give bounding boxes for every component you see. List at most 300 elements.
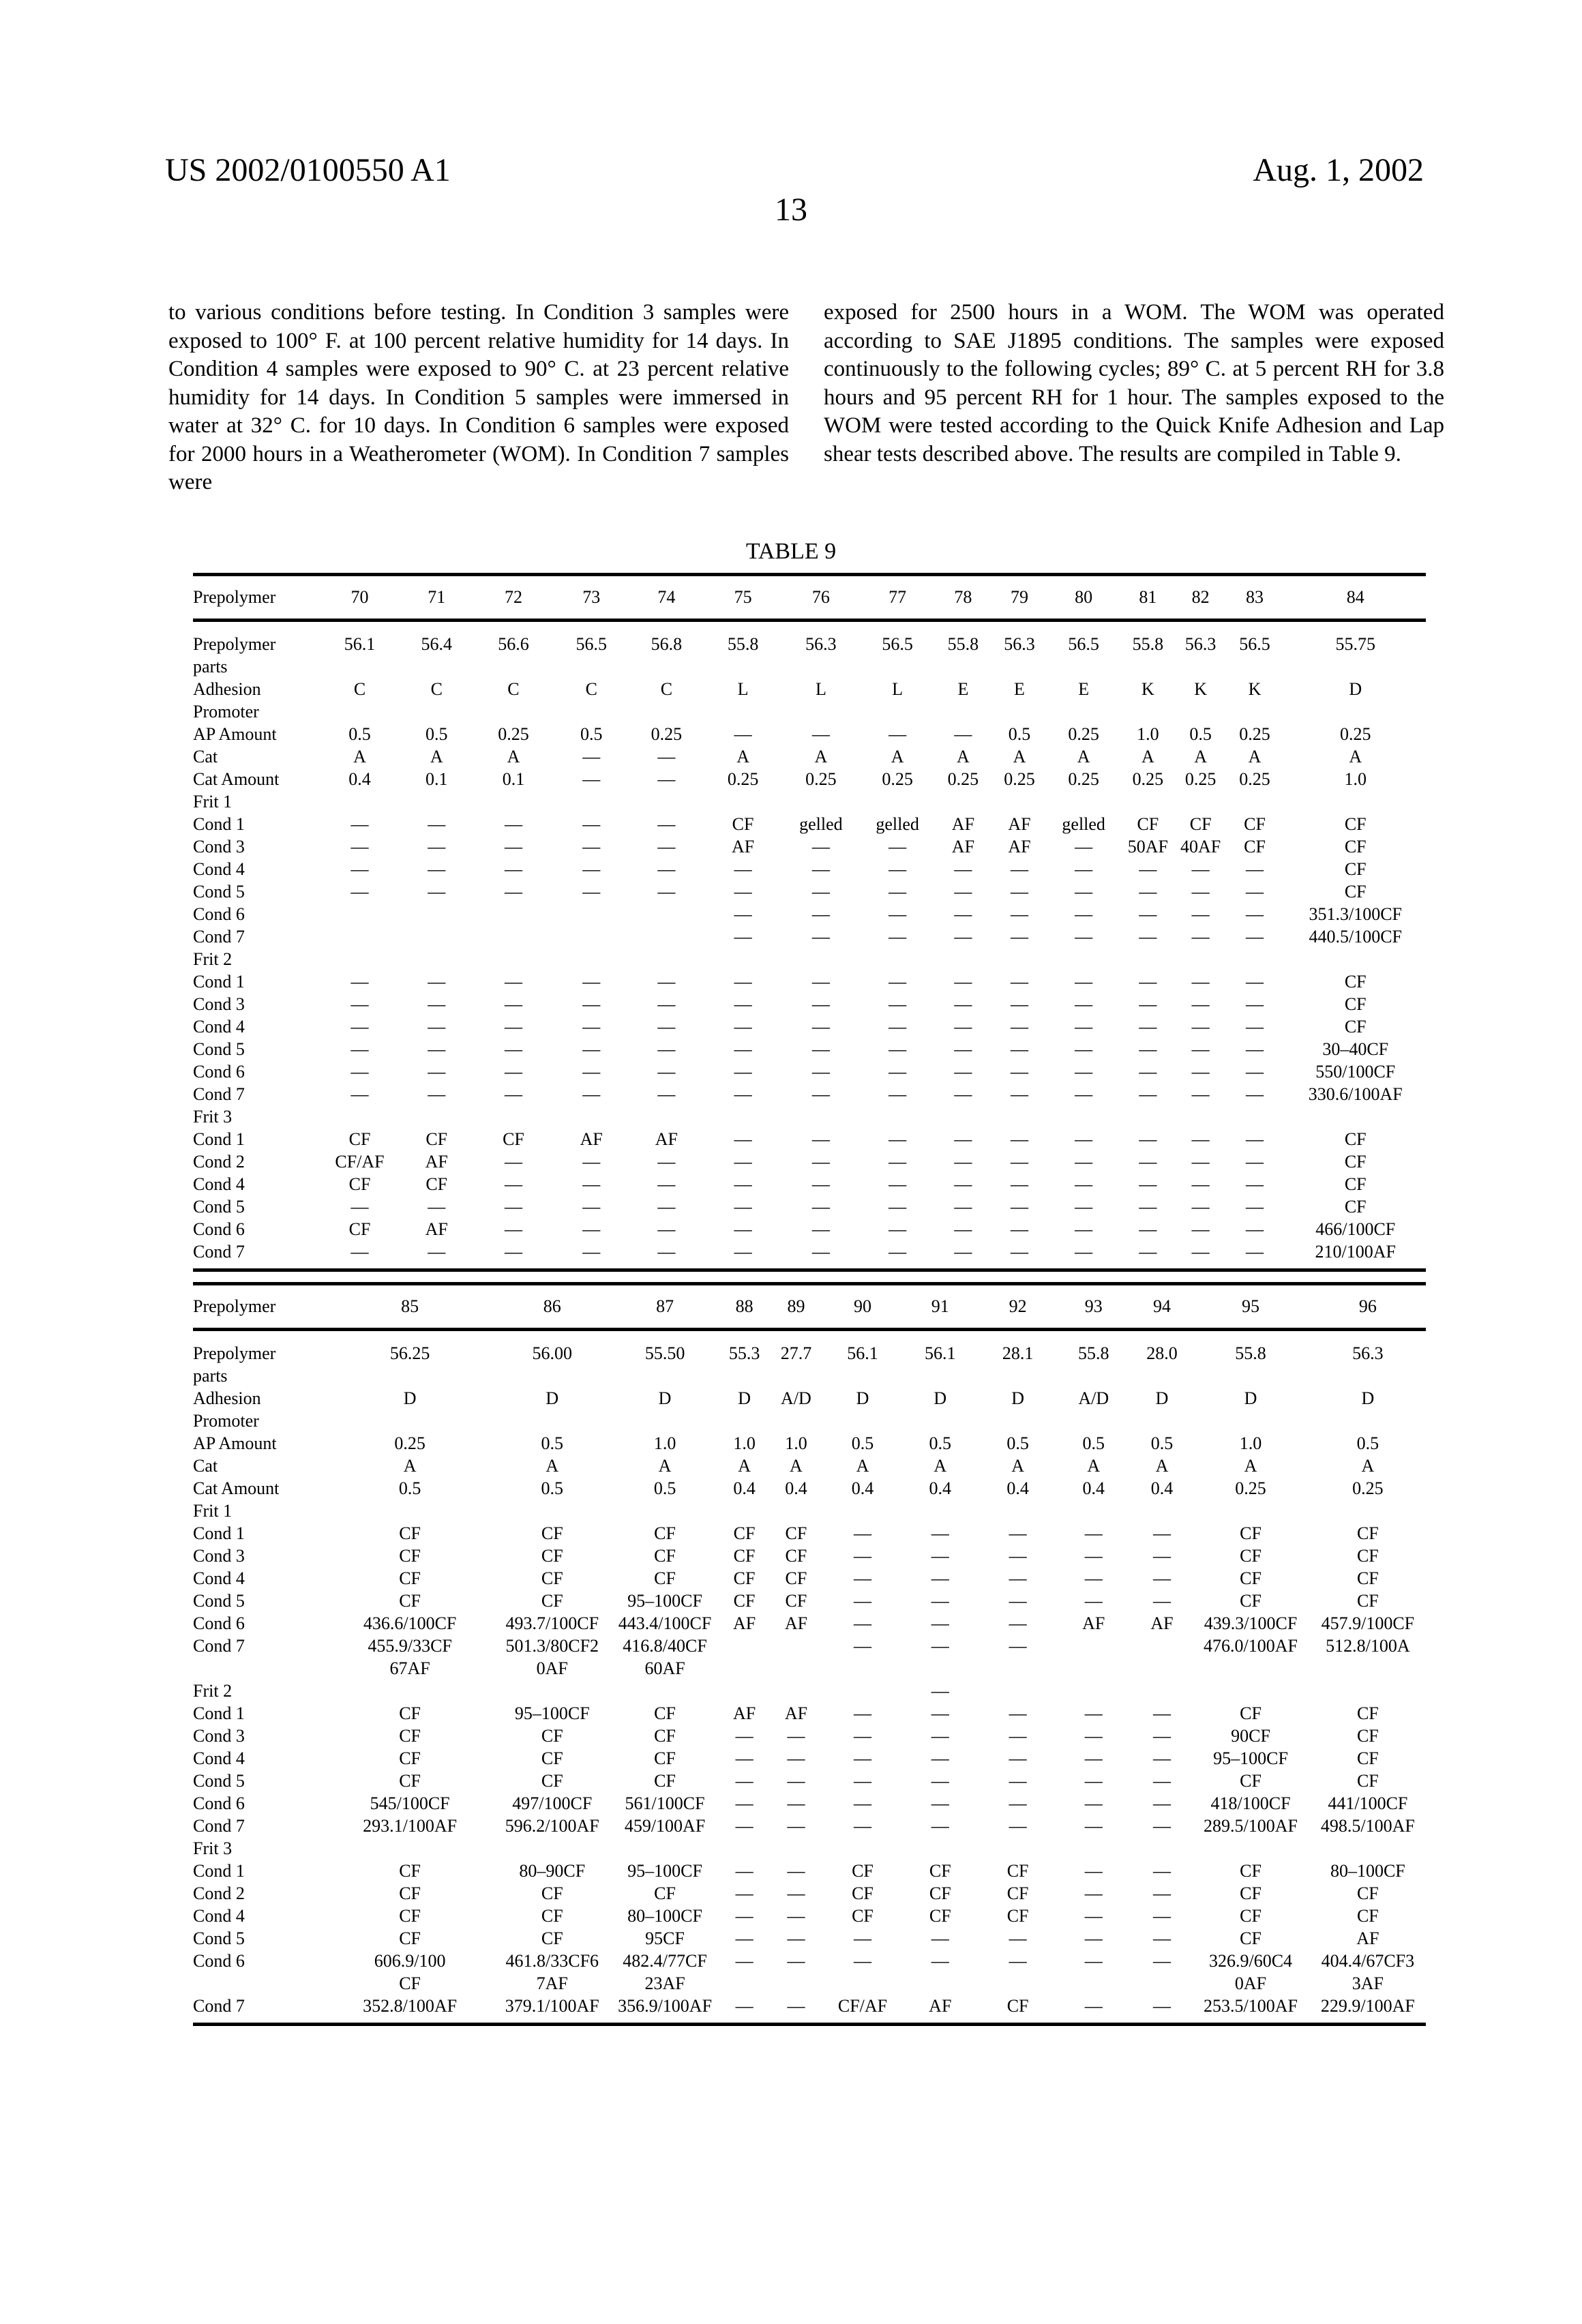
- table-cell: A: [1244, 1456, 1257, 1476]
- table-cell: 56.4: [421, 634, 452, 654]
- table-cell: CF: [541, 1748, 563, 1768]
- table-cell: [1310, 1680, 1426, 1702]
- table-cell: CF: [733, 1546, 756, 1566]
- row-label: [193, 1972, 323, 1995]
- table-cell: —: [811, 859, 830, 879]
- table-cell: —: [1152, 1546, 1171, 1566]
- table-cell: L: [815, 679, 826, 699]
- table-cell: [991, 948, 1049, 970]
- table-row: [193, 1432, 1426, 1455]
- table-cell: D: [546, 1388, 559, 1408]
- table-cell: [1133, 1500, 1192, 1522]
- row-label: Cond 6: [193, 1951, 245, 1971]
- table-cell: [400, 790, 474, 813]
- table-cell: A: [403, 1456, 417, 1476]
- body-text-right-column: exposed for 2500 hours in a WOM. The WOM was operated according to SAE J1895 conditions. The samples were exposed continuously to the following cycles; 89° C. at 5 percent RH for 3.8 hours and 95 percent RH for 1 hour. The samples exposed to the WOM were tested according to the Quick Knife Adhesion and Lap shear tests described above. The results are compiled in Table 9.: [824, 300, 1444, 466]
- table-cell: A: [546, 1456, 559, 1476]
- table-cell: CF: [1006, 1883, 1029, 1903]
- table-cell: 0.4: [785, 1478, 807, 1498]
- table-cell: 56.1: [925, 1343, 956, 1363]
- table-title: TABLE 9: [745, 539, 837, 564]
- table-cell: 7AF: [536, 1973, 568, 1993]
- table-cell: —: [811, 724, 830, 744]
- table-cell: —: [1009, 1568, 1027, 1588]
- table-row: [193, 1747, 1426, 1770]
- table-cell: —: [734, 1017, 752, 1037]
- table-cell: 606.9/100: [374, 1951, 446, 1971]
- table-cell: —: [1139, 1062, 1157, 1082]
- table-cell: CF: [426, 1129, 448, 1149]
- table-cell: —: [582, 1084, 601, 1104]
- table-cell: —: [954, 724, 972, 744]
- table-cell: [936, 1105, 990, 1128]
- table-header-row: [193, 1284, 1426, 1330]
- table-cell-empty: [766, 1410, 826, 1432]
- table-cell: [766, 1500, 826, 1522]
- table-cell: 0.4: [1006, 1478, 1029, 1498]
- table-cell: 56.5: [1239, 634, 1270, 654]
- table-cell: —: [1191, 1062, 1210, 1082]
- table-cell: D: [1349, 679, 1362, 699]
- column-header: 83: [1225, 575, 1285, 621]
- table-cell: —: [889, 1084, 907, 1104]
- table-cell: 56.5: [1068, 634, 1099, 654]
- table-cell: —: [428, 882, 446, 902]
- row-label: Cond 3: [193, 1726, 245, 1746]
- table-cell: AF: [1008, 837, 1031, 856]
- table-cell: —: [1152, 1771, 1171, 1791]
- table-cell: [1048, 790, 1119, 813]
- table-cell: —: [811, 882, 830, 902]
- table-cell: —: [1152, 1816, 1171, 1836]
- table-cell: —: [889, 724, 907, 744]
- table-cell: 459/100AF: [624, 1816, 706, 1836]
- table-cell: CF: [1006, 1861, 1029, 1881]
- table-cell: —: [1152, 1726, 1171, 1746]
- table-cell: —: [1139, 1039, 1157, 1059]
- column-header: 74: [629, 575, 703, 621]
- table-cell: —: [1139, 1174, 1157, 1194]
- row-label: Cond 1: [193, 1703, 245, 1723]
- column-header: 95: [1191, 1284, 1309, 1330]
- table-cell: —: [1075, 904, 1093, 924]
- table-cell: —: [350, 1062, 369, 1082]
- table-cell: —: [1084, 1906, 1103, 1926]
- row-label-continuation: parts: [193, 657, 228, 676]
- table-row: [193, 1218, 1426, 1240]
- table-cell: [553, 1105, 629, 1128]
- table-cell: 80–100CF: [627, 1906, 702, 1926]
- column-header: 73: [553, 575, 629, 621]
- row-label: Cat Amount: [193, 769, 280, 789]
- table-cell: 0.4: [851, 1478, 874, 1498]
- table-cell: CF: [1356, 1523, 1379, 1543]
- table-cell-empty: [320, 655, 399, 678]
- row-label: Adhesion: [193, 679, 261, 699]
- table-cell-empty: [1119, 700, 1177, 723]
- table-cell: [981, 1500, 1054, 1522]
- table-cell: AF: [784, 1703, 808, 1723]
- column-header: 94: [1133, 1284, 1192, 1330]
- table-cell: —: [931, 1613, 949, 1633]
- table-cell: A: [814, 747, 828, 766]
- table-cell: 461.8/33CF6: [505, 1951, 599, 1971]
- table-cell: [899, 1500, 981, 1522]
- table-cell: —: [657, 1174, 676, 1194]
- table-row: [193, 1342, 1426, 1365]
- table-row: [193, 1815, 1426, 1837]
- table-cell: —: [735, 1816, 753, 1836]
- table-cell: 501.3/80CF2: [505, 1636, 599, 1656]
- table-cell: [1225, 948, 1285, 970]
- table-cell: —: [1084, 1883, 1103, 1903]
- table-cell: [320, 903, 399, 925]
- table-cell: 443.4/100CF: [618, 1613, 712, 1633]
- table-cell: CF: [733, 1523, 756, 1543]
- table-cell: [859, 790, 936, 813]
- table-cell: —: [853, 1523, 871, 1543]
- table-cell: CF: [399, 1928, 421, 1948]
- table-section-row: [193, 948, 1426, 970]
- table-cell-empty: [703, 655, 782, 678]
- table-cell: [783, 948, 859, 970]
- table-cell: 0.4: [929, 1478, 952, 1498]
- table-cell: —: [657, 814, 676, 834]
- table-cell-empty: [722, 1365, 766, 1387]
- table-cell: 229.9/100AF: [1320, 1996, 1415, 2016]
- table-cell: CF: [654, 1703, 676, 1723]
- table-row: [193, 1240, 1426, 1263]
- table-cell: —: [657, 1039, 676, 1059]
- table-row-continuation: [193, 1365, 1426, 1387]
- column-header: 91: [899, 1284, 981, 1330]
- table-cell: CF: [541, 1591, 563, 1611]
- table-cell: —: [853, 1816, 871, 1836]
- table-cell: —: [1084, 1703, 1103, 1723]
- table-cell: —: [931, 1568, 949, 1588]
- table-cell: —: [853, 1636, 871, 1656]
- table-cell: A: [1077, 747, 1090, 766]
- table-cell-empty: [496, 1410, 608, 1432]
- table-cell: —: [889, 1174, 907, 1194]
- table-cell: 0.25: [727, 769, 759, 789]
- table-cell: —: [350, 972, 369, 992]
- table-cell: A: [1141, 747, 1154, 766]
- table-cell: [1133, 1680, 1192, 1702]
- table-cell-empty: [1310, 1410, 1426, 1432]
- table-cell: [553, 925, 629, 948]
- table-cell: CF: [654, 1546, 676, 1566]
- table-cell: 0.25: [805, 769, 837, 789]
- column-header: 71: [400, 575, 474, 621]
- row-label: Cond 1: [193, 1129, 245, 1149]
- table-cell: AF: [732, 1613, 756, 1633]
- table-cell: CF: [1189, 814, 1212, 834]
- table-cell: 0.25: [1068, 724, 1099, 744]
- table-cell-empty: [1048, 700, 1119, 723]
- row-label: Cond 5: [193, 1928, 245, 1948]
- table-cell: —: [954, 1084, 972, 1104]
- table-cell: [859, 948, 936, 970]
- table-cell: —: [734, 1242, 752, 1262]
- table-part-2: [193, 1282, 1426, 2026]
- table-cell: E: [1014, 679, 1025, 699]
- table-cell-empty: [553, 655, 629, 678]
- table-cell: [991, 1105, 1049, 1128]
- table-cell: —: [1075, 882, 1093, 902]
- table-cell: —: [853, 1703, 871, 1723]
- table-cell: —: [1246, 1152, 1264, 1172]
- table-cell: 0.25: [1132, 769, 1164, 789]
- table-cell: 210/100AF: [1315, 1242, 1396, 1262]
- table-cell: CF: [541, 1771, 563, 1791]
- table-cell: —: [1010, 1039, 1028, 1059]
- table-cell: —: [504, 1017, 522, 1037]
- table-cell: —: [889, 904, 907, 924]
- table-cell: —: [734, 1062, 752, 1082]
- table-cell: [1191, 1837, 1309, 1860]
- table-cell-empty: [981, 1365, 1054, 1387]
- table-cell: —: [1191, 1017, 1210, 1037]
- table-cell: —: [657, 859, 676, 879]
- table-row: [193, 633, 1426, 655]
- table-cell: [553, 790, 629, 813]
- table-cell: —: [889, 1152, 907, 1172]
- table-cell: CF: [541, 1726, 563, 1746]
- table-cell: 90CF: [1231, 1726, 1270, 1746]
- row-label: Cond 6: [193, 1793, 245, 1813]
- table-cell: gelled: [876, 814, 919, 834]
- table-cell: [496, 1837, 608, 1860]
- row-label: Prepolymer: [193, 1343, 276, 1363]
- table-cell: —: [1010, 904, 1028, 924]
- table-cell: —: [1191, 904, 1210, 924]
- table-cell: —: [787, 1906, 805, 1926]
- column-header: 82: [1177, 575, 1225, 621]
- table-cell: —: [1084, 1816, 1103, 1836]
- table-cell-empty: [936, 655, 990, 678]
- table-cell: 457.9/100CF: [1321, 1613, 1415, 1633]
- table-cell: A: [430, 747, 443, 766]
- row-label: Cond 6: [193, 904, 245, 924]
- row-label: Cond 7: [193, 1996, 245, 2016]
- table-cell: 0.5: [653, 1478, 676, 1498]
- table-cell: —: [1009, 1748, 1027, 1768]
- table-cell: 55.8: [1077, 1343, 1109, 1363]
- table-section-row: [193, 1500, 1426, 1522]
- table-row: [193, 1015, 1426, 1038]
- table-cell-empty: [899, 1365, 981, 1387]
- table-cell: —: [657, 1197, 676, 1217]
- table-cell: —: [504, 1174, 522, 1194]
- table-cell: CF: [1006, 1906, 1029, 1926]
- table-cell: —: [734, 859, 752, 879]
- table-cell: —: [428, 1062, 446, 1082]
- table-cell: —: [350, 814, 369, 834]
- table-row: [193, 1635, 1426, 1657]
- table-cell: [1119, 948, 1177, 970]
- table-cell: —: [1152, 1748, 1171, 1768]
- table-cell-empty: [783, 700, 859, 723]
- table-bottom-rule: [193, 1263, 1426, 1270]
- table-cell: CF: [1344, 837, 1367, 856]
- table-cell: 3AF: [1352, 1973, 1384, 1993]
- table-cell: —: [1191, 1242, 1210, 1262]
- table-cell: —: [428, 859, 446, 879]
- table-cell: —: [428, 1197, 446, 1217]
- table-cell: 550/100CF: [1315, 1062, 1396, 1082]
- table-cell: 455.9/33CF: [368, 1636, 452, 1656]
- table-cell: [783, 1105, 859, 1128]
- row-label: Cond 7: [193, 1636, 245, 1656]
- row-label: Cond 6: [193, 1219, 245, 1239]
- table-cell: AF: [731, 837, 755, 856]
- table-cell: —: [582, 1242, 601, 1262]
- table-cell: —: [1075, 859, 1093, 879]
- table-cell: —: [931, 1816, 949, 1836]
- table-cell: CF: [785, 1546, 807, 1566]
- table-cell: [608, 1500, 722, 1522]
- table-cell: A: [658, 1456, 672, 1476]
- table-cell: —: [1246, 882, 1264, 902]
- table-cell: 1.0: [1239, 1433, 1262, 1453]
- row-label: Cat: [193, 747, 218, 766]
- table-cell: —: [1191, 1152, 1210, 1172]
- table-cell: [1310, 1500, 1426, 1522]
- table-cell: —: [350, 1197, 369, 1217]
- table-cell: —: [1075, 1242, 1093, 1262]
- table-cell: CF: [399, 1748, 421, 1768]
- table-cell: [320, 925, 399, 948]
- table-cell: 0.5: [541, 1478, 564, 1498]
- table-cell: —: [954, 972, 972, 992]
- table-row: [193, 723, 1426, 745]
- table-cell: [400, 1105, 474, 1128]
- table-cell: 379.1/100AF: [505, 1996, 599, 2016]
- table-cell: —: [1084, 1591, 1103, 1611]
- table-cell: —: [811, 1062, 830, 1082]
- table-cell: [1055, 1680, 1133, 1702]
- table-cell: —: [1139, 1242, 1157, 1262]
- table-cell: —: [1075, 837, 1093, 856]
- table-cell: [1119, 790, 1177, 813]
- table-cell: —: [428, 814, 446, 834]
- table-cell: —: [889, 1197, 907, 1217]
- table-cell: CF: [541, 1546, 563, 1566]
- table-cell: CF: [654, 1726, 676, 1746]
- table-cell: —: [1152, 1793, 1171, 1813]
- table-cell: AF: [1150, 1613, 1174, 1633]
- table-cell: —: [811, 1084, 830, 1104]
- row-label: Cond 4: [193, 859, 245, 879]
- table-cell: —: [1010, 1129, 1028, 1149]
- table-section-row: [193, 1837, 1426, 1860]
- table-cell: [826, 1500, 899, 1522]
- table-cell-empty: [323, 1410, 497, 1432]
- row-label-continuation: Promoter: [193, 1411, 259, 1431]
- table-cell: —: [787, 1996, 805, 2016]
- table-cell: [991, 790, 1049, 813]
- table-cell: [1133, 1972, 1192, 1995]
- table-cell: [629, 925, 703, 948]
- column-header: 88: [722, 1284, 766, 1330]
- table-cell: [1285, 1105, 1426, 1128]
- table-cell: —: [657, 1062, 676, 1082]
- table-cell: 293.1/100AF: [363, 1816, 458, 1836]
- table-cell: —: [1009, 1951, 1027, 1971]
- publication-date: Aug. 1, 2002: [1253, 152, 1424, 188]
- table-cell: —: [853, 1928, 871, 1948]
- table-cell-empty: [1310, 1365, 1426, 1387]
- table-cell: —: [735, 1726, 753, 1746]
- table-cell: 0.25: [1068, 769, 1099, 789]
- row-label: Cond 4: [193, 1017, 245, 1037]
- table-cell: CF: [929, 1883, 951, 1903]
- table-cell: —: [1152, 1928, 1171, 1948]
- row-label: Cond 5: [193, 1039, 245, 1059]
- table-cell: —: [954, 1039, 972, 1059]
- table-cell: —: [734, 1152, 752, 1172]
- table-cell: [1119, 1105, 1177, 1128]
- table-cell: CF: [1344, 1152, 1367, 1172]
- table-cell: CF: [1356, 1906, 1379, 1926]
- table-cell: D: [403, 1388, 417, 1408]
- table-cell: D: [1244, 1388, 1257, 1408]
- table-cell: [1191, 1500, 1309, 1522]
- row-label: AP Amount: [193, 724, 277, 744]
- table-cell: —: [1075, 1152, 1093, 1172]
- table-cell: —: [1246, 1197, 1264, 1217]
- table-cell: [981, 1680, 1054, 1702]
- table-cell: —: [1084, 1568, 1103, 1588]
- table-cell: A: [1087, 1456, 1101, 1476]
- table-cell: 55.8: [947, 634, 979, 654]
- table-cell: —: [931, 1546, 949, 1566]
- table-cell: 67AF: [389, 1658, 430, 1678]
- table-cell: —: [1009, 1726, 1027, 1746]
- table-cell: AF: [580, 1129, 603, 1149]
- table-cell: —: [734, 1084, 752, 1104]
- table-cell: [323, 1680, 497, 1702]
- table-cell: AF: [929, 1996, 952, 2016]
- table-cell: [981, 1972, 1054, 1995]
- row-label: Cond 6: [193, 1062, 245, 1082]
- table-row: [193, 1792, 1426, 1815]
- publication-number: US 2002/0100550 A1: [165, 152, 451, 188]
- table-cell: gelled: [799, 814, 843, 834]
- table-cell: —: [350, 1084, 369, 1104]
- table-row: [193, 970, 1426, 993]
- table-cell: A: [1155, 1456, 1169, 1476]
- table-cell: —: [931, 1793, 949, 1813]
- table-cell: 0.25: [1184, 769, 1217, 789]
- table-cell: —: [853, 1748, 871, 1768]
- table-cell: —: [428, 1242, 446, 1262]
- table-cell: 1.0: [785, 1433, 807, 1453]
- table-cell: —: [1139, 1017, 1157, 1037]
- table-cell: 50AF: [1127, 837, 1168, 856]
- table-cell: 95–100CF: [514, 1703, 590, 1723]
- table-cell: CF: [399, 1523, 421, 1543]
- table-cell: —: [1139, 972, 1157, 992]
- table-cell: 0.5: [1082, 1433, 1105, 1453]
- table-cell: CF: [1344, 882, 1367, 902]
- table-cell-empty: [553, 700, 629, 723]
- table-cell: —: [657, 1242, 676, 1262]
- table-cell: —: [428, 1017, 446, 1037]
- row-label: Cond 7: [193, 1816, 245, 1836]
- table-cell: —: [1152, 1591, 1171, 1611]
